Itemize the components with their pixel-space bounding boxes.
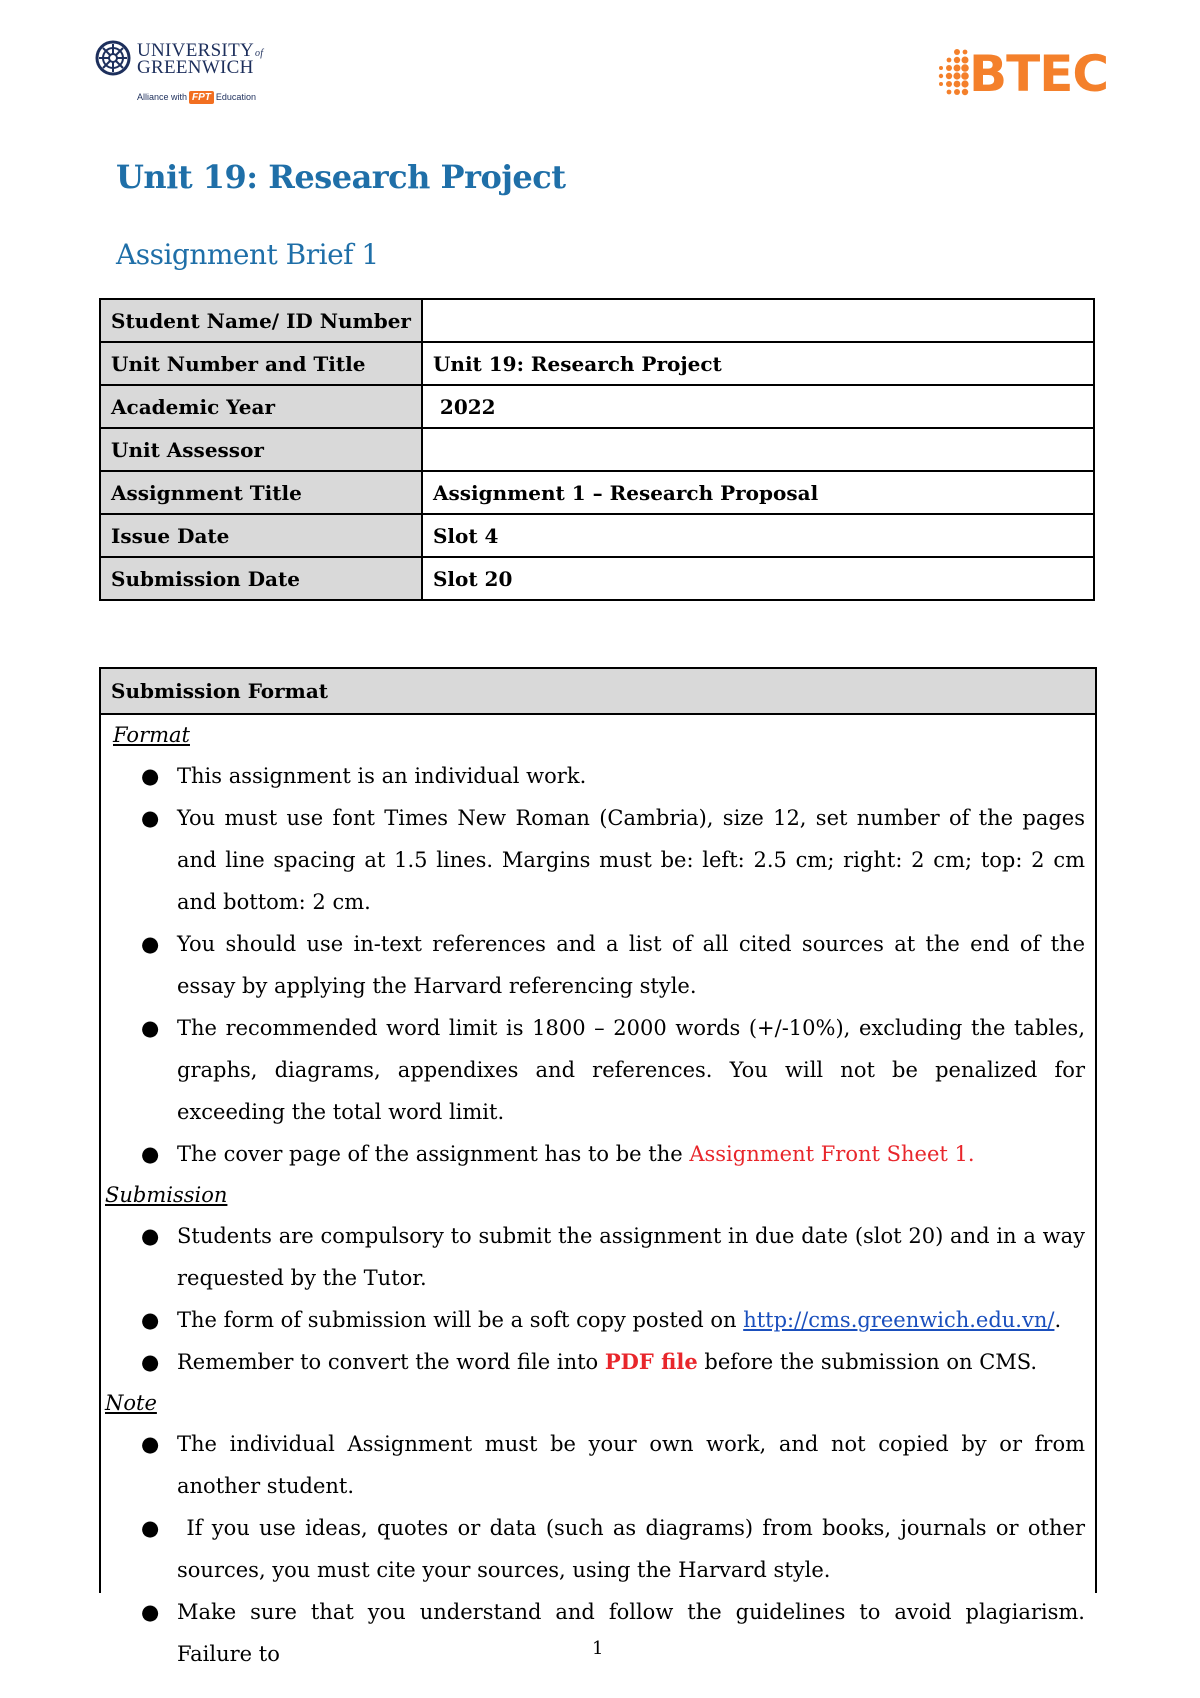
list-item: ● The cover page of the assignment has to be the Assignment Front Sheet 1.: [101, 1133, 1085, 1175]
page-subtitle: Assignment Brief 1: [116, 238, 379, 271]
row-value: Slot 20: [422, 557, 1094, 600]
university-of-greenwich-logo: [95, 38, 285, 108]
submission-list: [101, 1215, 1085, 1383]
table-row: [100, 342, 1094, 385]
row-label: Assignment Title: [100, 471, 422, 514]
row-value: Slot 4: [422, 514, 1094, 557]
bullet-icon: ●: [141, 1016, 160, 1040]
alliance-line: [137, 90, 256, 104]
btec-wordmark: BTEC: [969, 45, 1109, 103]
page-number: 1: [592, 1638, 604, 1659]
table-row: [100, 471, 1094, 514]
list-item: ● The individual Assignment must be your own work, and not copied by or from another student.: [101, 1423, 1085, 1507]
alliance-suffix: Education: [215, 92, 256, 102]
note-heading: Note: [105, 1391, 157, 1415]
row-value: [422, 428, 1094, 471]
table-row: [100, 514, 1094, 557]
assignment-info-table: [99, 298, 1095, 601]
list-item: ● Make sure that you understand and follow the guidelines to avoid plagiarism. Failure to: [101, 1591, 1085, 1675]
list-item: ● The form of submission will be a soft copy posted on http://cms.greenwich.edu.vn/.: [101, 1299, 1085, 1341]
list-item: ● You must use font Times New Roman (Cambria), size 12, set number of the pages and line spacing at 1.5 lines. Margins must be: left: 2.5 cm; right: 2 cm; top: 2 cm and bottom: 2 cm.: [101, 797, 1085, 923]
row-label: Academic Year: [100, 385, 422, 428]
submission-format-body: [101, 715, 1095, 1675]
page-title: Unit 19: Research Project: [116, 158, 566, 196]
submission-format-box: [99, 667, 1097, 1666]
format-list: [101, 755, 1085, 1175]
list-item: ● Remember to convert the word file into PDF file before the submission on CMS.: [101, 1341, 1085, 1383]
cms-link[interactable]: http://cms.greenwich.edu.vn/: [743, 1308, 1055, 1332]
bullet-icon: ●: [141, 932, 160, 956]
uog-line2: GREENWICH: [137, 57, 254, 78]
uog-line1: UNIVERSITY: [137, 40, 254, 61]
bullet-icon: ●: [141, 1142, 160, 1166]
bullet-icon: ●: [141, 1600, 160, 1624]
row-value: Unit 19: Research Project: [422, 342, 1094, 385]
list-item: ● This assignment is an individual work.: [101, 755, 1085, 797]
bullet-icon: ●: [141, 1224, 160, 1248]
table-row: [100, 385, 1094, 428]
greenwich-seal-icon: [95, 40, 131, 76]
bullet-icon: ●: [141, 1516, 160, 1540]
uog-of: of: [255, 48, 264, 59]
bullet-icon: ●: [141, 806, 160, 830]
btec-dots-icon: [935, 46, 971, 102]
row-label: Submission Date: [100, 557, 422, 600]
bullet-icon: ●: [141, 1432, 160, 1456]
row-label: Student Name/ ID Number: [100, 299, 422, 342]
front-sheet-highlight: Assignment Front Sheet 1: [689, 1142, 968, 1166]
table-row: [100, 299, 1094, 342]
submission-format-heading: Submission Format: [101, 669, 1095, 715]
row-value: Assignment 1 – Research Proposal: [422, 471, 1094, 514]
list-item: ● If you use ideas, quotes or data (such as diagrams) from books, journals or other sources, you must cite your sources, using the Harvard style.: [101, 1507, 1085, 1591]
list-item: ● The recommended word limit is 1800 – 2000 words (+/-10%), excluding the tables, graphs, diagrams, appendixes and references. You will not be penalized for exceeding the total word limit.: [101, 1007, 1085, 1133]
row-label: Issue Date: [100, 514, 422, 557]
pdf-file-highlight: PDF file: [604, 1349, 698, 1374]
row-value: [422, 299, 1094, 342]
btec-logo: [935, 46, 1115, 106]
format-heading: Format: [113, 723, 190, 747]
bullet-icon: ●: [141, 764, 160, 788]
submission-heading: Submission: [105, 1183, 228, 1207]
alliance-prefix: Alliance with: [137, 92, 188, 102]
row-value: 2022: [422, 385, 1094, 428]
bullet-icon: ●: [141, 1350, 160, 1374]
row-label: Unit Number and Title: [100, 342, 422, 385]
list-item: ● You should use in-text references and a list of all cited sources at the end of the essay by applying the Harvard referencing style.: [101, 923, 1085, 1007]
list-item: ● Students are compulsory to submit the assignment in due date (slot 20) and in a way requested by the Tutor.: [101, 1215, 1085, 1299]
fpt-logo: FPT: [189, 91, 214, 104]
row-label: Unit Assessor: [100, 428, 422, 471]
bullet-icon: ●: [141, 1308, 160, 1332]
table-row: [100, 557, 1094, 600]
table-row: [100, 428, 1094, 471]
